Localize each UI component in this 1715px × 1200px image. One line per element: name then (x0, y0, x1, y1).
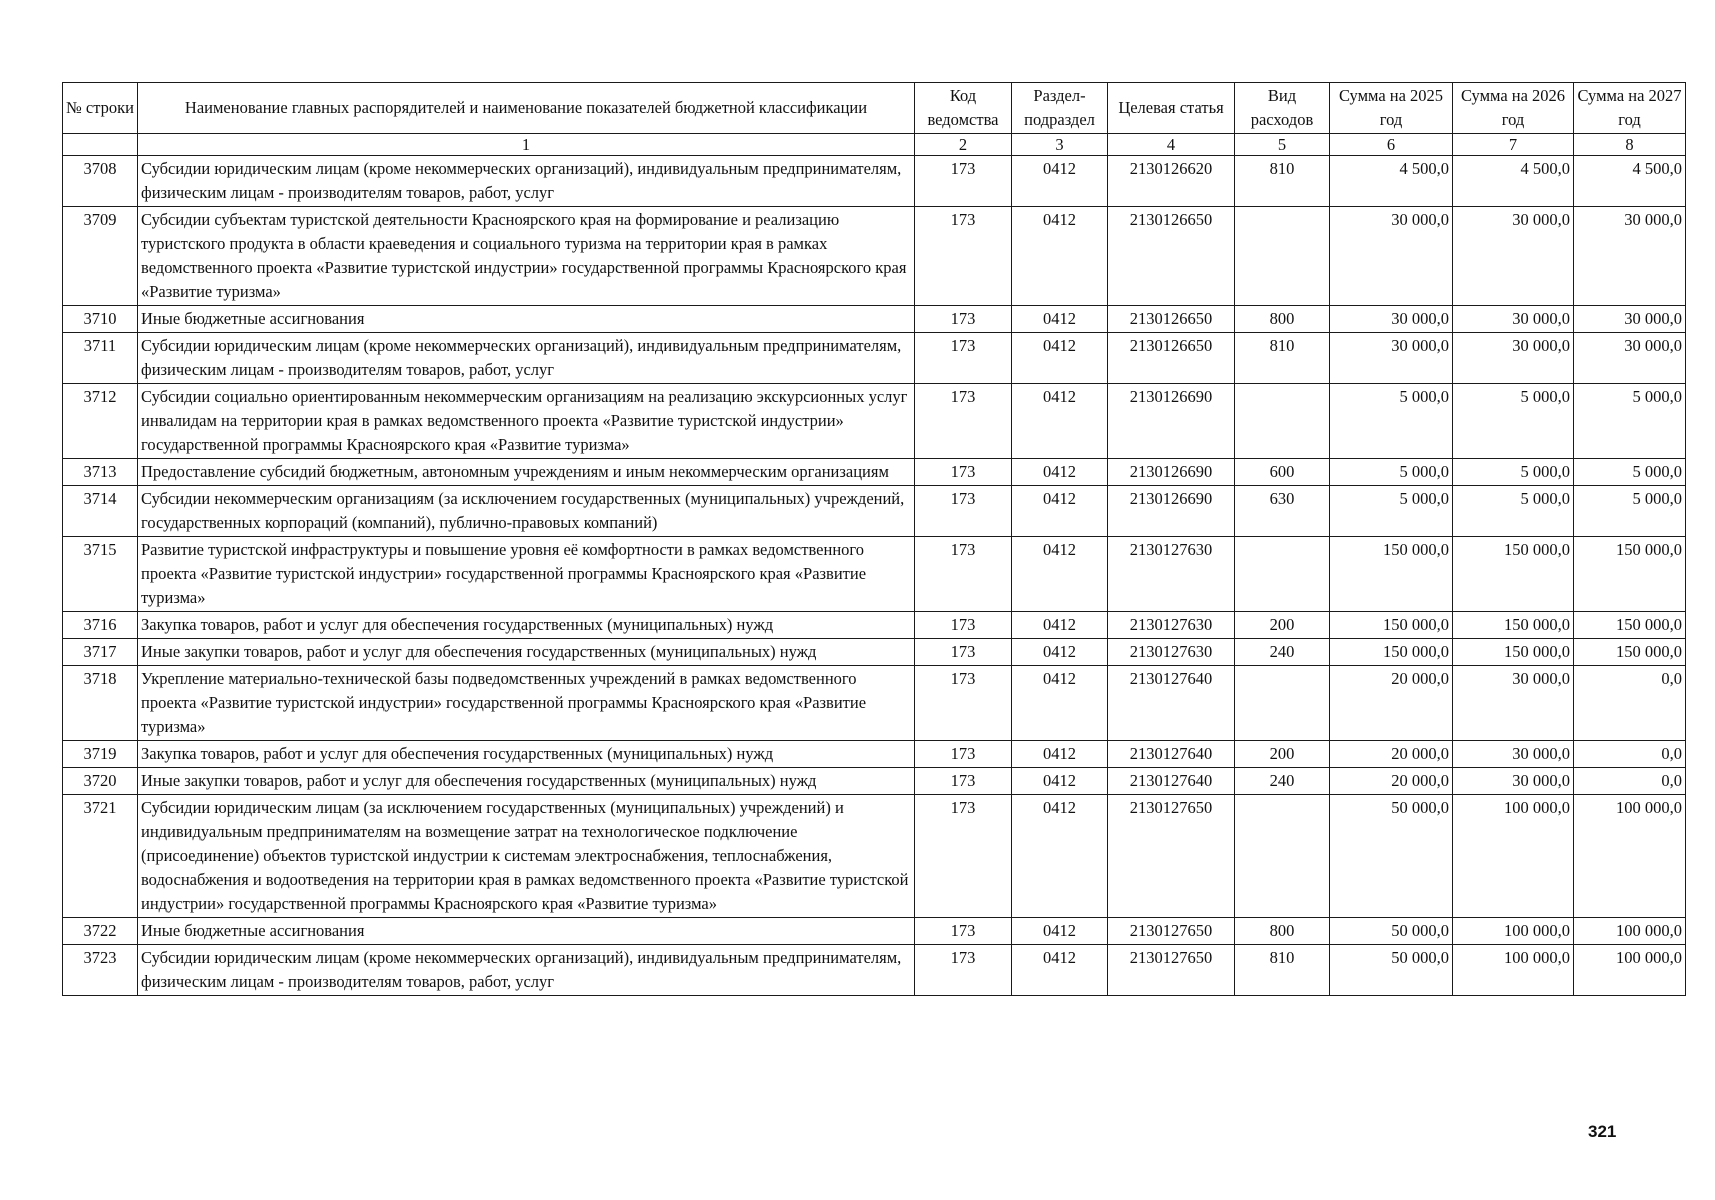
col-header-section: Раздел-подраздел (1012, 83, 1108, 134)
row-number: 3723 (63, 945, 138, 996)
sum-2026: 5 000,0 (1453, 486, 1574, 537)
sum-2027: 100 000,0 (1574, 945, 1686, 996)
table-row (63, 207, 1686, 306)
sum-2025: 50 000,0 (1330, 795, 1453, 918)
column-number (63, 134, 138, 156)
col-header-target-article: Целевая статья (1108, 83, 1235, 134)
section-code: 0412 (1012, 639, 1108, 666)
column-number: 6 (1330, 134, 1453, 156)
expense-type (1235, 207, 1330, 306)
sum-2027: 5 000,0 (1574, 384, 1686, 459)
sum-2026: 4 500,0 (1453, 156, 1574, 207)
expense-type (1235, 666, 1330, 741)
sum-2026: 30 000,0 (1453, 306, 1574, 333)
row-name: Субсидии некоммерческим организациям (за исключением государственных (муниципальных) учреждений, государственных корпораций (компаний), публично-правовых компаний) (138, 486, 915, 537)
sum-2026: 30 000,0 (1453, 768, 1574, 795)
section-code: 0412 (1012, 741, 1108, 768)
department-code: 173 (915, 156, 1012, 207)
row-number: 3709 (63, 207, 138, 306)
row-name: Иные бюджетные ассигнования (138, 306, 915, 333)
target-article: 2130126650 (1108, 207, 1235, 306)
table-row (63, 639, 1686, 666)
section-code: 0412 (1012, 795, 1108, 918)
sum-2027: 150 000,0 (1574, 639, 1686, 666)
target-article: 2130127640 (1108, 741, 1235, 768)
row-name: Субсидии юридическим лицам (кроме некоммерческих организаций), индивидуальным предпринимателям, физическим лицам - производителям товаров, работ, услуг (138, 333, 915, 384)
row-number: 3712 (63, 384, 138, 459)
sum-2025: 5 000,0 (1330, 486, 1453, 537)
column-number: 4 (1108, 134, 1235, 156)
section-code: 0412 (1012, 945, 1108, 996)
target-article: 2130126690 (1108, 459, 1235, 486)
expense-type (1235, 384, 1330, 459)
section-code: 0412 (1012, 612, 1108, 639)
column-number: 2 (915, 134, 1012, 156)
col-header-sum-2026: Сумма на 2026 год (1453, 83, 1574, 134)
sum-2025: 5 000,0 (1330, 384, 1453, 459)
row-number: 3713 (63, 459, 138, 486)
expense-type (1235, 537, 1330, 612)
row-number: 3721 (63, 795, 138, 918)
target-article: 2130127630 (1108, 537, 1235, 612)
expense-type: 240 (1235, 639, 1330, 666)
sum-2027: 4 500,0 (1574, 156, 1686, 207)
sum-2025: 150 000,0 (1330, 612, 1453, 639)
col-header-row-number: № строки (63, 83, 138, 134)
section-code: 0412 (1012, 207, 1108, 306)
target-article: 2130127630 (1108, 639, 1235, 666)
row-name: Иные закупки товаров, работ и услуг для обеспечения государственных (муниципальных) нужд (138, 639, 915, 666)
budget-table (62, 82, 1686, 996)
expense-type: 200 (1235, 741, 1330, 768)
row-number: 3719 (63, 741, 138, 768)
expense-type: 600 (1235, 459, 1330, 486)
sum-2026: 30 000,0 (1453, 207, 1574, 306)
section-code: 0412 (1012, 537, 1108, 612)
sum-2025: 150 000,0 (1330, 537, 1453, 612)
table-row (63, 306, 1686, 333)
table-row (63, 945, 1686, 996)
section-code: 0412 (1012, 768, 1108, 795)
column-number-row (63, 134, 1686, 156)
table-row (63, 612, 1686, 639)
row-number: 3720 (63, 768, 138, 795)
department-code: 173 (915, 741, 1012, 768)
sum-2026: 100 000,0 (1453, 945, 1574, 996)
col-header-sum-2027: Сумма на 2027 год (1574, 83, 1686, 134)
budget-sheet (62, 82, 1686, 996)
row-number: 3711 (63, 333, 138, 384)
section-code: 0412 (1012, 306, 1108, 333)
section-code: 0412 (1012, 486, 1108, 537)
target-article: 2130126620 (1108, 156, 1235, 207)
table-row (63, 459, 1686, 486)
section-code: 0412 (1012, 384, 1108, 459)
table-row (63, 666, 1686, 741)
target-article: 2130127650 (1108, 945, 1235, 996)
column-number: 3 (1012, 134, 1108, 156)
sum-2027: 5 000,0 (1574, 459, 1686, 486)
expense-type: 810 (1235, 945, 1330, 996)
sum-2026: 5 000,0 (1453, 384, 1574, 459)
sum-2027: 0,0 (1574, 741, 1686, 768)
sum-2027: 150 000,0 (1574, 612, 1686, 639)
target-article: 2130126650 (1108, 306, 1235, 333)
table-row (63, 918, 1686, 945)
row-name: Субсидии юридическим лицам (кроме некоммерческих организаций), индивидуальным предпринимателям, физическим лицам - производителям товаров, работ, услуг (138, 156, 915, 207)
sum-2025: 20 000,0 (1330, 666, 1453, 741)
sum-2026: 30 000,0 (1453, 666, 1574, 741)
department-code: 173 (915, 666, 1012, 741)
table-row (63, 795, 1686, 918)
table-row (63, 537, 1686, 612)
row-number: 3722 (63, 918, 138, 945)
department-code: 173 (915, 768, 1012, 795)
row-name: Иные бюджетные ассигнования (138, 918, 915, 945)
sum-2027: 30 000,0 (1574, 306, 1686, 333)
col-header-name: Наименование главных распорядителей и наименование показателей бюджетной классификации (138, 83, 915, 134)
row-name: Субсидии субъектам туристской деятельности Красноярского края на формирование и реализацию туристского продукта в области краеведения и социального туризма на территории края в рамках ведомственного проекта «Развитие туристской индустрии» государственной программы Красноярского края «Развитие туризма» (138, 207, 915, 306)
expense-type: 800 (1235, 306, 1330, 333)
table-row (63, 156, 1686, 207)
target-article: 2130127640 (1108, 768, 1235, 795)
department-code: 173 (915, 333, 1012, 384)
column-number: 7 (1453, 134, 1574, 156)
sum-2025: 4 500,0 (1330, 156, 1453, 207)
section-code: 0412 (1012, 666, 1108, 741)
table-row (63, 486, 1686, 537)
expense-type: 630 (1235, 486, 1330, 537)
row-number: 3715 (63, 537, 138, 612)
sum-2027: 100 000,0 (1574, 918, 1686, 945)
column-number: 1 (138, 134, 915, 156)
row-name: Укрепление материально-технической базы подведомственных учреждений в рамках ведомственного проекта «Развитие туристской индустрии» государственной программы Красноярского края «Развитие туризма» (138, 666, 915, 741)
col-header-department-code: Код ведомства (915, 83, 1012, 134)
sum-2027: 150 000,0 (1574, 537, 1686, 612)
sum-2027: 30 000,0 (1574, 207, 1686, 306)
sum-2027: 100 000,0 (1574, 795, 1686, 918)
row-name: Предоставление субсидий бюджетным, автономным учреждениям и иным некоммерческим организациям (138, 459, 915, 486)
row-name: Закупка товаров, работ и услуг для обеспечения государственных (муниципальных) нужд (138, 612, 915, 639)
row-name: Субсидии юридическим лицам (кроме некоммерческих организаций), индивидуальным предпринимателям, физическим лицам - производителям товаров, работ, услуг (138, 945, 915, 996)
row-name: Развитие туристской инфраструктуры и повышение уровня её комфортности в рамках ведомственного проекта «Развитие туристской индустрии» государственной программы Красноярского края «Развитие туризма» (138, 537, 915, 612)
expense-type: 200 (1235, 612, 1330, 639)
department-code: 173 (915, 918, 1012, 945)
sum-2026: 5 000,0 (1453, 459, 1574, 486)
row-name: Закупка товаров, работ и услуг для обеспечения государственных (муниципальных) нужд (138, 741, 915, 768)
department-code: 173 (915, 639, 1012, 666)
sum-2027: 30 000,0 (1574, 333, 1686, 384)
department-code: 173 (915, 459, 1012, 486)
column-number: 8 (1574, 134, 1686, 156)
sum-2025: 20 000,0 (1330, 741, 1453, 768)
table-row (63, 384, 1686, 459)
page-number: 321 (1588, 1122, 1617, 1141)
expense-type: 810 (1235, 156, 1330, 207)
row-name: Субсидии социально ориентированным некоммерческим организациям на реализацию экскурсионных услуг инвалидам на территории края в рамках ведомственного проекта «Развитие туристской индустрии» государственной программы Красноярского края «Развитие туризма» (138, 384, 915, 459)
table-row (63, 333, 1686, 384)
column-number: 5 (1235, 134, 1330, 156)
section-code: 0412 (1012, 918, 1108, 945)
sum-2025: 30 000,0 (1330, 207, 1453, 306)
header-row (63, 83, 1686, 134)
row-number: 3716 (63, 612, 138, 639)
section-code: 0412 (1012, 156, 1108, 207)
department-code: 173 (915, 945, 1012, 996)
sum-2026: 100 000,0 (1453, 918, 1574, 945)
sum-2027: 0,0 (1574, 666, 1686, 741)
sum-2025: 20 000,0 (1330, 768, 1453, 795)
department-code: 173 (915, 384, 1012, 459)
department-code: 173 (915, 795, 1012, 918)
department-code: 173 (915, 612, 1012, 639)
target-article: 2130126650 (1108, 333, 1235, 384)
row-number: 3714 (63, 486, 138, 537)
sum-2025: 50 000,0 (1330, 918, 1453, 945)
sum-2026: 150 000,0 (1453, 639, 1574, 666)
department-code: 173 (915, 486, 1012, 537)
target-article: 2130127630 (1108, 612, 1235, 639)
row-name: Иные закупки товаров, работ и услуг для обеспечения государственных (муниципальных) нужд (138, 768, 915, 795)
sum-2027: 0,0 (1574, 768, 1686, 795)
table-row (63, 768, 1686, 795)
sum-2026: 150 000,0 (1453, 612, 1574, 639)
target-article: 2130127640 (1108, 666, 1235, 741)
department-code: 173 (915, 537, 1012, 612)
col-header-sum-2025: Сумма на 2025 год (1330, 83, 1453, 134)
expense-type: 240 (1235, 768, 1330, 795)
section-code: 0412 (1012, 459, 1108, 486)
target-article: 2130127650 (1108, 918, 1235, 945)
sum-2026: 150 000,0 (1453, 537, 1574, 612)
target-article: 2130127650 (1108, 795, 1235, 918)
sum-2025: 30 000,0 (1330, 333, 1453, 384)
col-header-expense-type: Вид расходов (1235, 83, 1330, 134)
sum-2026: 100 000,0 (1453, 795, 1574, 918)
row-name: Субсидии юридическим лицам (за исключением государственных (муниципальных) учреждений) и индивидуальным предпринимателям на возмещение затрат на технологическое подключение (присоединение) объектов туристской индустрии к системам электроснабжения, теплоснабжения, водоснабжения и водоотведения на территории края в рамках ведомственного проекта «Развитие туристской индустрии» государственной программы Красноярского края «Развитие туризма» (138, 795, 915, 918)
section-code: 0412 (1012, 333, 1108, 384)
sum-2025: 30 000,0 (1330, 306, 1453, 333)
sum-2026: 30 000,0 (1453, 333, 1574, 384)
row-number: 3718 (63, 666, 138, 741)
row-number: 3710 (63, 306, 138, 333)
target-article: 2130126690 (1108, 486, 1235, 537)
target-article: 2130126690 (1108, 384, 1235, 459)
sum-2026: 30 000,0 (1453, 741, 1574, 768)
expense-type: 810 (1235, 333, 1330, 384)
expense-type: 800 (1235, 918, 1330, 945)
row-number: 3717 (63, 639, 138, 666)
department-code: 173 (915, 207, 1012, 306)
row-number: 3708 (63, 156, 138, 207)
table-row (63, 741, 1686, 768)
expense-type (1235, 795, 1330, 918)
department-code: 173 (915, 306, 1012, 333)
sum-2027: 5 000,0 (1574, 486, 1686, 537)
sum-2025: 50 000,0 (1330, 945, 1453, 996)
sum-2025: 150 000,0 (1330, 639, 1453, 666)
sum-2025: 5 000,0 (1330, 459, 1453, 486)
